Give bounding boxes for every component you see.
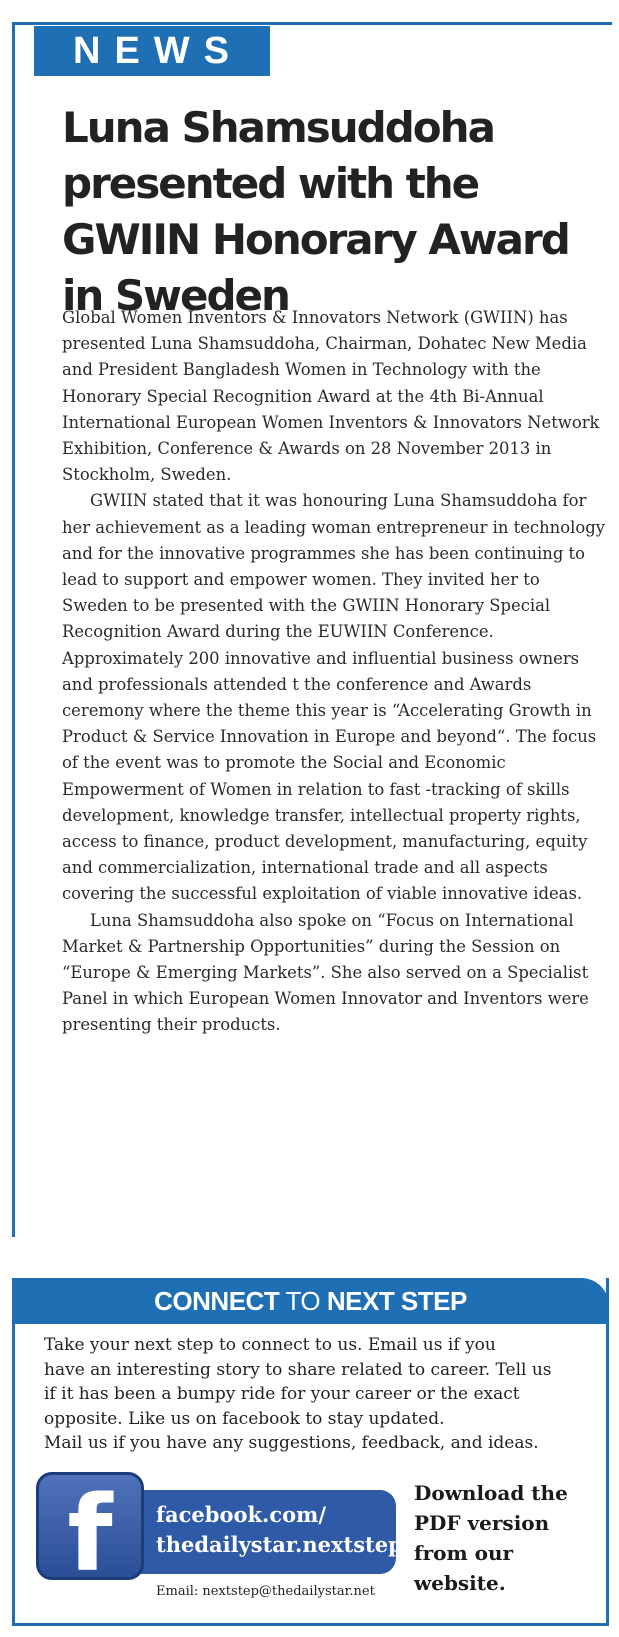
connect-text [44, 1333, 592, 1456]
download-line: from our [414, 1541, 514, 1565]
connect-header-word-1: CONNECT [154, 1286, 280, 1316]
facebook-link[interactable] [134, 1490, 403, 1574]
download-line: PDF version [414, 1511, 550, 1535]
connect-line: have an interesting story to share related to career. Tell us [44, 1359, 552, 1380]
connect-header-word-2: TO [285, 1286, 321, 1316]
facebook-link-line-2: thedailystar.nextstep [156, 1532, 403, 1557]
article-paragraph-3: Luna Shamsuddoha also spoke on “Focus on International Market & Partnership Opportunities” during the Session on “Europe & Emerging Markets”. She also served on a Specialist Panel in which European Women Innovator and Inventors were presenting their products. [62, 910, 589, 1035]
connect-line: opposite. Like us on facebook to stay updated. [44, 1408, 445, 1429]
connect-line: Take your next step to connect to us. Email us if you [44, 1335, 496, 1355]
news-section-tab: NEWS [34, 26, 270, 76]
article-body [62, 305, 610, 1039]
article-paragraph-2: GWIIN stated that it was honouring Luna Shamsuddoha for her achievement as a leading woman entrepreneur in technology and for the innovative programmes she has been continuing to lead to support and empower women. They invited her to Sweden to be presented with the GWIIN Honorary Special Recognition Award during the EUWIIN Conference. Approximately 200 innovative and influential business owners and professionals attended t the conference and Awards ceremony where the theme this year is “Accelerating Growth in Product & Service Innovation in Europe and beyond“. The focus of the event was to promote the Social and Economic Empowerment of Women in relation to fast -tracking of skills development, knowledge transfer, intellectual property rights, access to finance, product development, manufacturing, equity and commercialization, international trade and all aspects covering the successful exploitation of viable innovative ideas. [62, 491, 605, 904]
connect-header-word-3: NEXT STEP [326, 1286, 467, 1316]
connect-line: Mail us if you have any suggestions, feedback, and ideas. [44, 1433, 539, 1453]
download-line: Download the [414, 1481, 568, 1505]
connect-header [12, 1278, 609, 1324]
download-pdf-note [414, 1478, 574, 1598]
connect-line: if it has been a bumpy ride for your career or the exact [44, 1384, 520, 1404]
contact-email: Email: nextstep@thedailystar.net [156, 1584, 375, 1599]
download-line: website. [414, 1571, 506, 1595]
facebook-link-line-1: facebook.com/ [156, 1502, 327, 1527]
article-headline: Luna Shamsuddoha presented with the GWIIN Honorary Award in Sweden [62, 103, 569, 320]
article-paragraph-1: Global Women Inventors & Innovators Network (GWIIN) has presented Luna Shamsuddoha, Chairman, Dohatec New Media and President Bangladesh Women in Technology with the Honorary Special Recognition Award at the 4th Bi-Annual International European Women Inventors & Innovators Network Exhibition, Conference & Awards on 28 November 2013 in Stockholm, Sweden. [62, 308, 600, 485]
facebook-icon: f [36, 1472, 144, 1580]
